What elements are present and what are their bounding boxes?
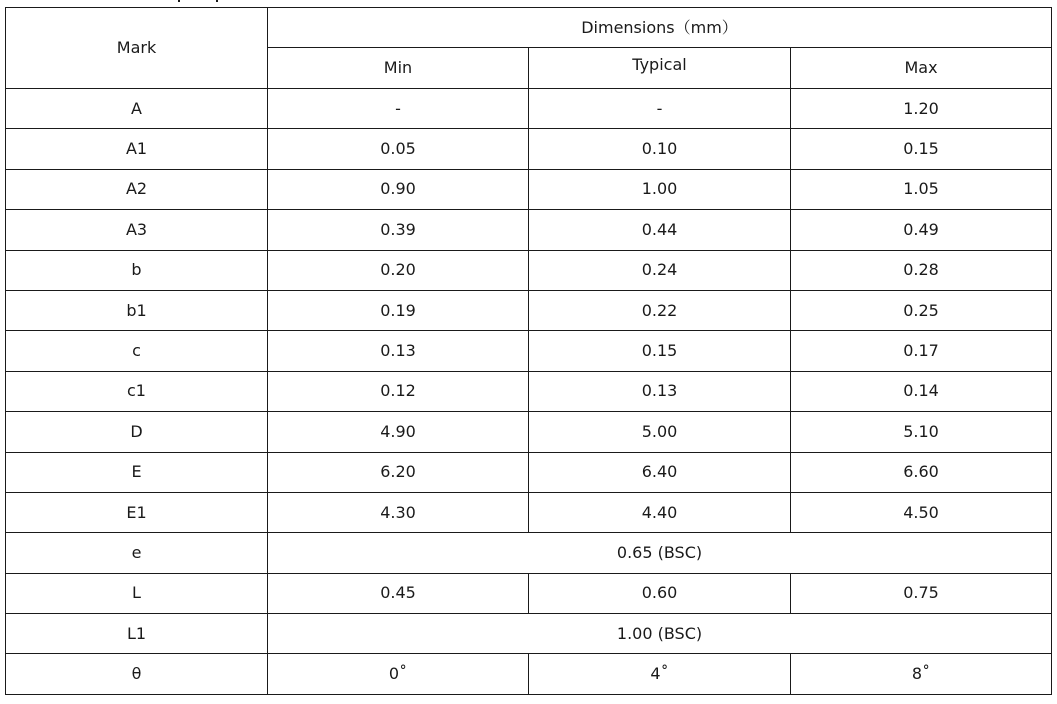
table-row [6,533,1052,573]
table-row [6,371,1052,411]
cell-max: 5.10 [791,412,1052,452]
table-row [6,614,1052,654]
cell-min: 0.90 [268,169,529,209]
cell-mark: E [6,452,268,492]
table-row [6,129,1052,169]
cell-mark: b1 [6,290,268,330]
cell-typical: 0.60 [529,573,791,613]
header-min: Min [268,48,529,89]
cell-typical: 0.22 [529,290,791,330]
cell-max: 0.49 [791,210,1052,250]
cell-typical: 0.13 [529,371,791,411]
cell-mark: θ [6,654,268,694]
cell-mark: L1 [6,614,268,654]
cell-min: 0.19 [268,290,529,330]
header-max: Max [791,48,1052,89]
cell-mark: E1 [6,492,268,532]
table-row [6,210,1052,250]
cell-max: 0.15 [791,129,1052,169]
cell-typical: 0.24 [529,250,791,290]
cell-max: 1.05 [791,169,1052,209]
cell-max: 0.17 [791,331,1052,371]
cell-min: 0.39 [268,210,529,250]
cell-max: 4.50 [791,492,1052,532]
cell-mark: A1 [6,129,268,169]
cell-mark: D [6,412,268,452]
cell-typical: 0.44 [529,210,791,250]
cell-mark: b [6,250,268,290]
cell-mark: A [6,89,268,129]
cell-typical: 0.15 [529,331,791,371]
table-row [6,290,1052,330]
cell-min: 0.12 [268,371,529,411]
table-row [6,169,1052,209]
cell-min: 4.30 [268,492,529,532]
cell-typical: 1.00 [529,169,791,209]
cell-mark: e [6,533,268,573]
table-row [6,452,1052,492]
cell-typical: - [529,89,791,129]
table-row [6,412,1052,452]
cell-span-value: 0.65 (BSC) [268,533,1052,573]
table-row [6,250,1052,290]
cell-min: 0.45 [268,573,529,613]
table-row [6,331,1052,371]
header-typical: Typical [529,48,791,89]
table-row [6,89,1052,129]
table-row [6,492,1052,532]
cell-mark: L [6,573,268,613]
cell-typical: 4.40 [529,492,791,532]
cell-min: 6.20 [268,452,529,492]
cell-mark: c [6,331,268,371]
table-row [6,654,1052,694]
cell-max: 8˚ [791,654,1052,694]
cell-max: 0.25 [791,290,1052,330]
cell-min: 4.90 [268,412,529,452]
cell-min: - [268,89,529,129]
cell-typical: 5.00 [529,412,791,452]
cell-typical: 6.40 [529,452,791,492]
cell-max: 0.14 [791,371,1052,411]
cell-typical: 4˚ [529,654,791,694]
cell-mark: A2 [6,169,268,209]
cropped-text-fragment [150,0,230,2]
cell-mark: A3 [6,210,268,250]
cell-min: 0.05 [268,129,529,169]
cell-max: 0.28 [791,250,1052,290]
cell-span-value: 1.00 (BSC) [268,614,1052,654]
cell-min: 0˚ [268,654,529,694]
dimensions-table [5,7,1052,695]
header-dimensions: Dimensions（mm） [268,8,1052,48]
cell-mark: c1 [6,371,268,411]
cell-min: 0.20 [268,250,529,290]
table-row [6,573,1052,613]
cell-max: 6.60 [791,452,1052,492]
cell-max: 1.20 [791,89,1052,129]
header-mark: Mark [6,8,268,89]
cell-max: 0.75 [791,573,1052,613]
cell-min: 0.13 [268,331,529,371]
cell-typical: 0.10 [529,129,791,169]
